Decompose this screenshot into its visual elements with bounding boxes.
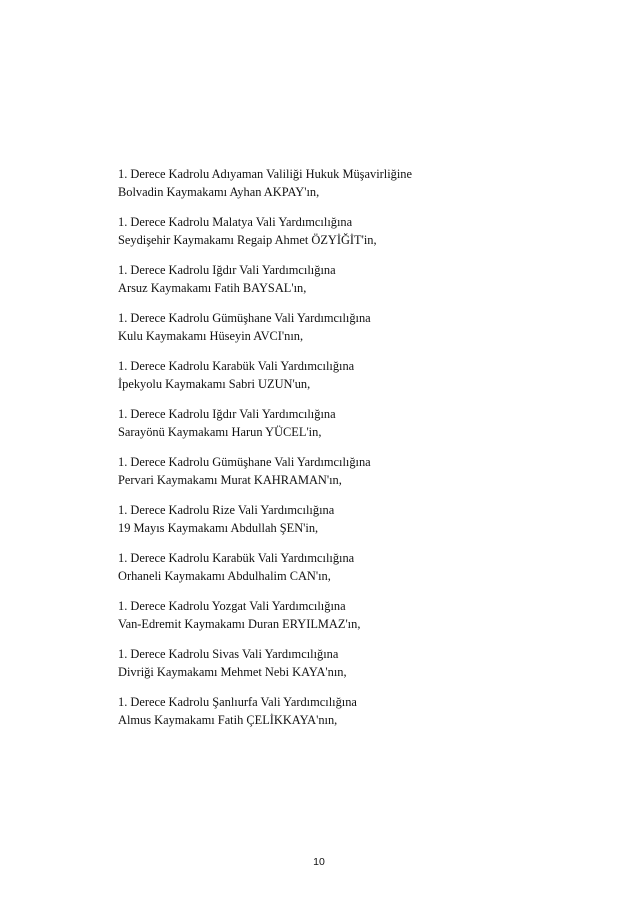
position-line: 1. Derece Kadrolu Şanlıurfa Vali Yardımcılığına [118,695,357,709]
appointee-line: 19 Mayıs Kaymakamı Abdullah ŞEN'in, [118,521,319,535]
appointment-entry [118,309,578,345]
appointment-entry [118,213,578,249]
page-number: 10 [313,856,325,868]
appointment-entry [118,261,578,297]
position-line: 1. Derece Kadrolu Gümüşhane Vali Yardımcılığına [118,311,371,325]
appointee-line: Sarayönü Kaymakamı Harun YÜCEL'in, [118,425,322,439]
appointment-entry [118,501,578,537]
appointment-entry [118,645,578,681]
position-line: 1. Derece Kadrolu Yozgat Vali Yardımcılığına [118,599,346,613]
appointee-line: İpekyolu Kaymakamı Sabri UZUN'un, [118,377,311,391]
position-line: 1. Derece Kadrolu Karabük Vali Yardımcılığına [118,551,355,565]
appointment-entry [118,693,578,729]
appointee-line: Pervari Kaymakamı Murat KAHRAMAN'ın, [118,473,342,487]
appointment-entry [118,597,578,633]
position-line: 1. Derece Kadrolu Iğdır Vali Yardımcılığına [118,407,336,421]
appointment-list [118,165,578,741]
appointee-line: Seydişehir Kaymakamı Regaip Ahmet ÖZYİĞİT'in, [118,233,377,247]
appointment-entry [118,405,578,441]
position-line: 1. Derece Kadrolu Iğdır Vali Yardımcılığına [118,263,336,277]
appointee-line: Divriği Kaymakamı Mehmet Nebi KAYA'nın, [118,665,347,679]
appointee-line: Orhaneli Kaymakamı Abdulhalim CAN'ın, [118,569,331,583]
appointment-entry [118,165,578,201]
appointee-line: Kulu Kaymakamı Hüseyin AVCI'nın, [118,329,304,343]
position-line: 1. Derece Kadrolu Gümüşhane Vali Yardımcılığına [118,455,371,469]
position-line: 1. Derece Kadrolu Rize Vali Yardımcılığına [118,503,335,517]
appointment-entry [118,549,578,585]
appointment-entry [118,357,578,393]
appointment-entry [118,453,578,489]
position-line: 1. Derece Kadrolu Adıyaman Valiliği Hukuk Müşavirliğine [118,167,412,181]
appointee-line: Almus Kaymakamı Fatih ÇELİKKAYA'nın, [118,713,338,727]
position-line: 1. Derece Kadrolu Malatya Vali Yardımcılığına [118,215,353,229]
appointee-line: Bolvadin Kaymakamı Ayhan AKPAY'ın, [118,185,320,199]
appointee-line: Arsuz Kaymakamı Fatih BAYSAL'ın, [118,281,307,295]
position-line: 1. Derece Kadrolu Sivas Vali Yardımcılığına [118,647,339,661]
position-line: 1. Derece Kadrolu Karabük Vali Yardımcılığına [118,359,355,373]
appointee-line: Van-Edremit Kaymakamı Duran ERYILMAZ'ın, [118,617,361,631]
